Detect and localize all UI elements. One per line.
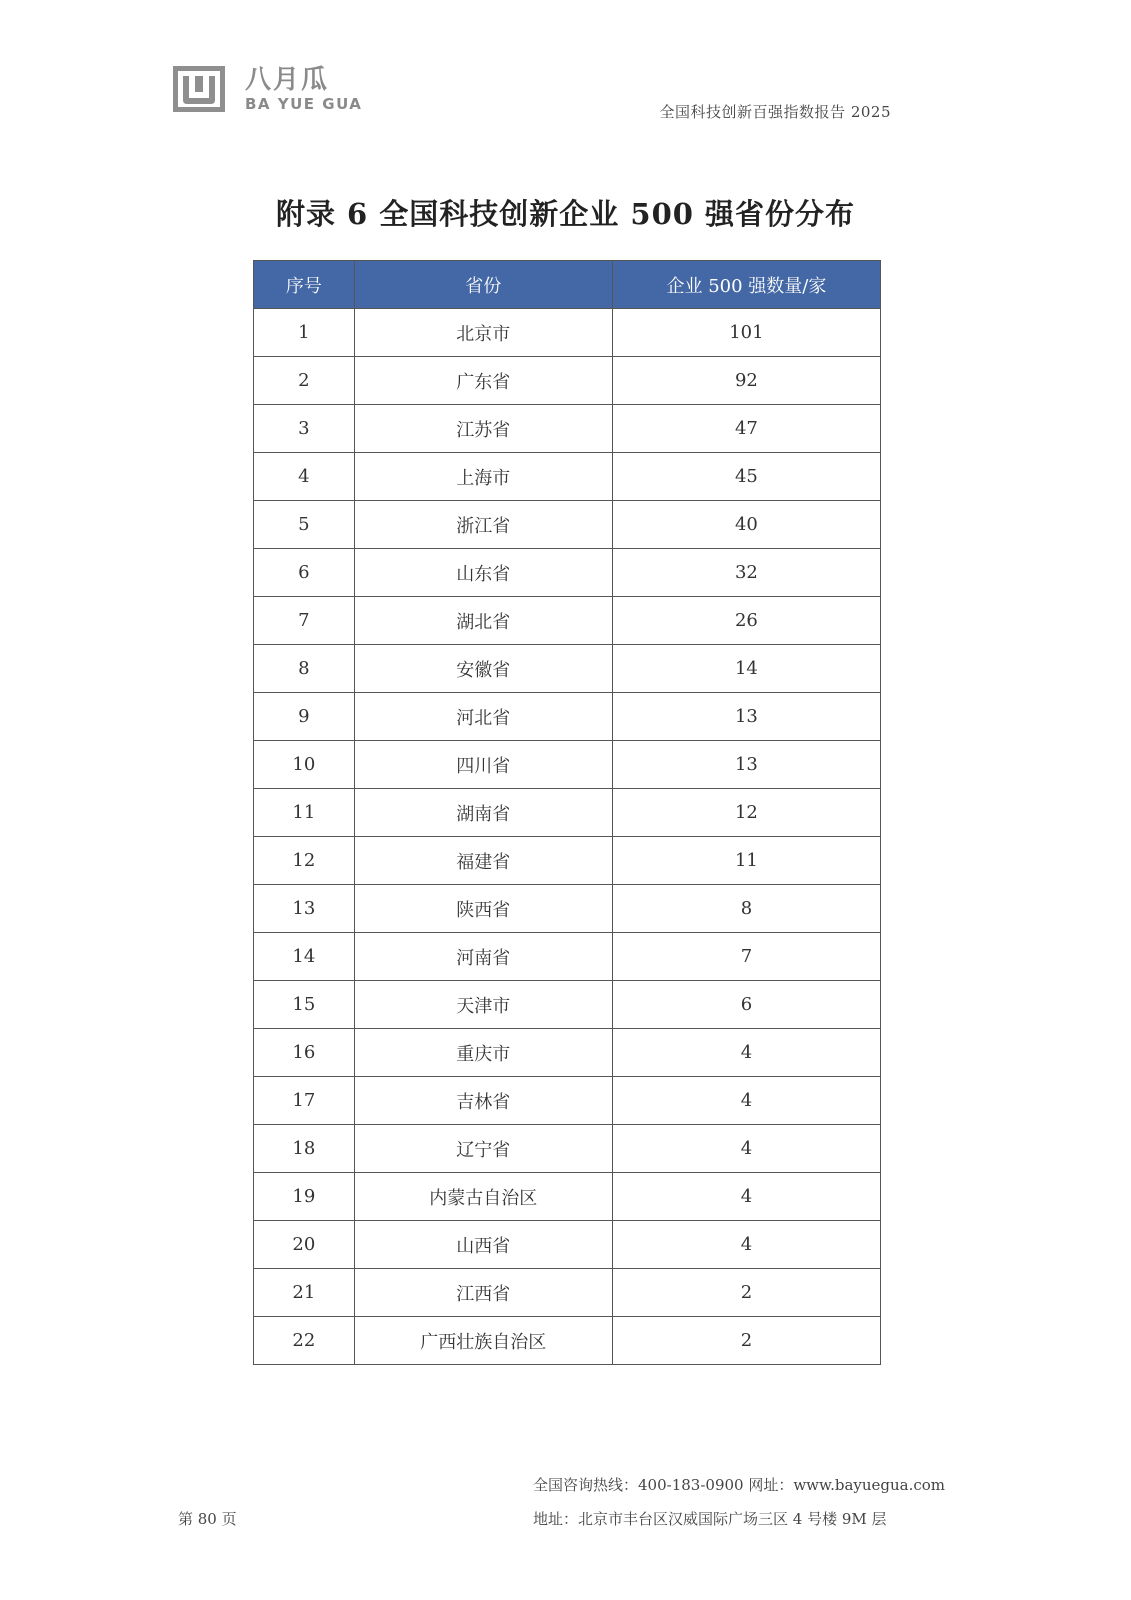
cell-province: 山西省 (354, 1221, 612, 1269)
cell-count: 92 (612, 357, 880, 405)
cell-province: 安徽省 (354, 645, 612, 693)
cell-count: 14 (612, 645, 880, 693)
table-row (254, 1125, 881, 1173)
cell-count: 2 (612, 1317, 880, 1365)
cell-province: 北京市 (354, 309, 612, 357)
cell-count: 40 (612, 501, 880, 549)
cell-province: 河南省 (354, 933, 612, 981)
cell-rank: 21 (254, 1269, 355, 1317)
cell-province: 江苏省 (354, 405, 612, 453)
table-row (254, 1221, 881, 1269)
table-row (254, 933, 881, 981)
cell-province: 湖南省 (354, 789, 612, 837)
cell-rank: 19 (254, 1173, 355, 1221)
cell-rank: 17 (254, 1077, 355, 1125)
table-row (254, 789, 881, 837)
cell-count: 4 (612, 1173, 880, 1221)
footer-hotline: 全国咨询热线：400-183-0900 网址：www.bayuegua.com (533, 1476, 946, 1494)
cell-province: 浙江省 (354, 501, 612, 549)
cell-count: 13 (612, 741, 880, 789)
cell-rank: 6 (254, 549, 355, 597)
table-row (254, 453, 881, 501)
logo-chinese-text: 八月瓜 (245, 64, 330, 95)
cell-province: 辽宁省 (354, 1125, 612, 1173)
cell-count: 11 (612, 837, 880, 885)
cell-rank: 4 (254, 453, 355, 501)
cell-province: 广西壮族自治区 (354, 1317, 612, 1365)
table-row (254, 1029, 881, 1077)
cell-count: 45 (612, 453, 880, 501)
cell-count: 12 (612, 789, 880, 837)
cell-count: 13 (612, 693, 880, 741)
cell-province: 四川省 (354, 741, 612, 789)
logo-english-text: BA YUE GUA (245, 94, 363, 113)
table-body (254, 309, 881, 1365)
cell-count: 2 (612, 1269, 880, 1317)
cell-count: 7 (612, 933, 880, 981)
report-title: 全国科技创新百强指数报告 2025 (659, 103, 891, 121)
table-row (254, 1077, 881, 1125)
table-row (254, 837, 881, 885)
cell-province: 山东省 (354, 549, 612, 597)
cell-count: 101 (612, 309, 880, 357)
table-row (254, 645, 881, 693)
cell-count: 4 (612, 1077, 880, 1125)
table-row (254, 597, 881, 645)
cell-province: 重庆市 (354, 1029, 612, 1077)
cell-rank: 22 (254, 1317, 355, 1365)
cell-count: 4 (612, 1221, 880, 1269)
column-header-province: 省份 (354, 261, 612, 309)
cell-count: 47 (612, 405, 880, 453)
table-row (254, 981, 881, 1029)
footer-address: 地址：北京市丰台区汉威国际广场三区 4 号楼 9M 层 (533, 1510, 887, 1528)
cell-province: 湖北省 (354, 597, 612, 645)
cell-province: 福建省 (354, 837, 612, 885)
logo-mark-icon (173, 66, 225, 112)
cell-count: 4 (612, 1125, 880, 1173)
cell-rank: 18 (254, 1125, 355, 1173)
cell-count: 4 (612, 1029, 880, 1077)
table-row (254, 357, 881, 405)
column-header-rank: 序号 (254, 261, 355, 309)
table-header-row (254, 261, 881, 309)
cell-province: 陕西省 (354, 885, 612, 933)
page-number: 第 80 页 (178, 1510, 237, 1528)
table-row (254, 1173, 881, 1221)
cell-province: 江西省 (354, 1269, 612, 1317)
cell-rank: 8 (254, 645, 355, 693)
cell-count: 32 (612, 549, 880, 597)
cell-rank: 12 (254, 837, 355, 885)
cell-rank: 3 (254, 405, 355, 453)
cell-rank: 20 (254, 1221, 355, 1269)
cell-rank: 7 (254, 597, 355, 645)
table-row (254, 501, 881, 549)
table-row (254, 1317, 881, 1365)
table-row (254, 693, 881, 741)
cell-rank: 14 (254, 933, 355, 981)
cell-rank: 15 (254, 981, 355, 1029)
cell-rank: 1 (254, 309, 355, 357)
cell-rank: 16 (254, 1029, 355, 1077)
company-logo (173, 66, 362, 112)
table-row (254, 405, 881, 453)
cell-rank: 13 (254, 885, 355, 933)
table-row (254, 549, 881, 597)
cell-rank: 2 (254, 357, 355, 405)
appendix-title: 附录 6 全国科技创新企业 500 强省份分布 (275, 197, 856, 231)
cell-count: 6 (612, 981, 880, 1029)
cell-province: 广东省 (354, 357, 612, 405)
cell-province: 内蒙古自治区 (354, 1173, 612, 1221)
province-distribution-table (253, 260, 881, 1365)
cell-count: 26 (612, 597, 880, 645)
cell-rank: 5 (254, 501, 355, 549)
cell-count: 8 (612, 885, 880, 933)
cell-province: 河北省 (354, 693, 612, 741)
table-row (254, 885, 881, 933)
cell-province: 上海市 (354, 453, 612, 501)
column-header-count: 企业 500 强数量/家 (612, 261, 880, 309)
cell-province: 天津市 (354, 981, 612, 1029)
table-row (254, 309, 881, 357)
table-row (254, 1269, 881, 1317)
table-row (254, 741, 881, 789)
cell-rank: 9 (254, 693, 355, 741)
cell-province: 吉林省 (354, 1077, 612, 1125)
cell-rank: 11 (254, 789, 355, 837)
cell-rank: 10 (254, 741, 355, 789)
